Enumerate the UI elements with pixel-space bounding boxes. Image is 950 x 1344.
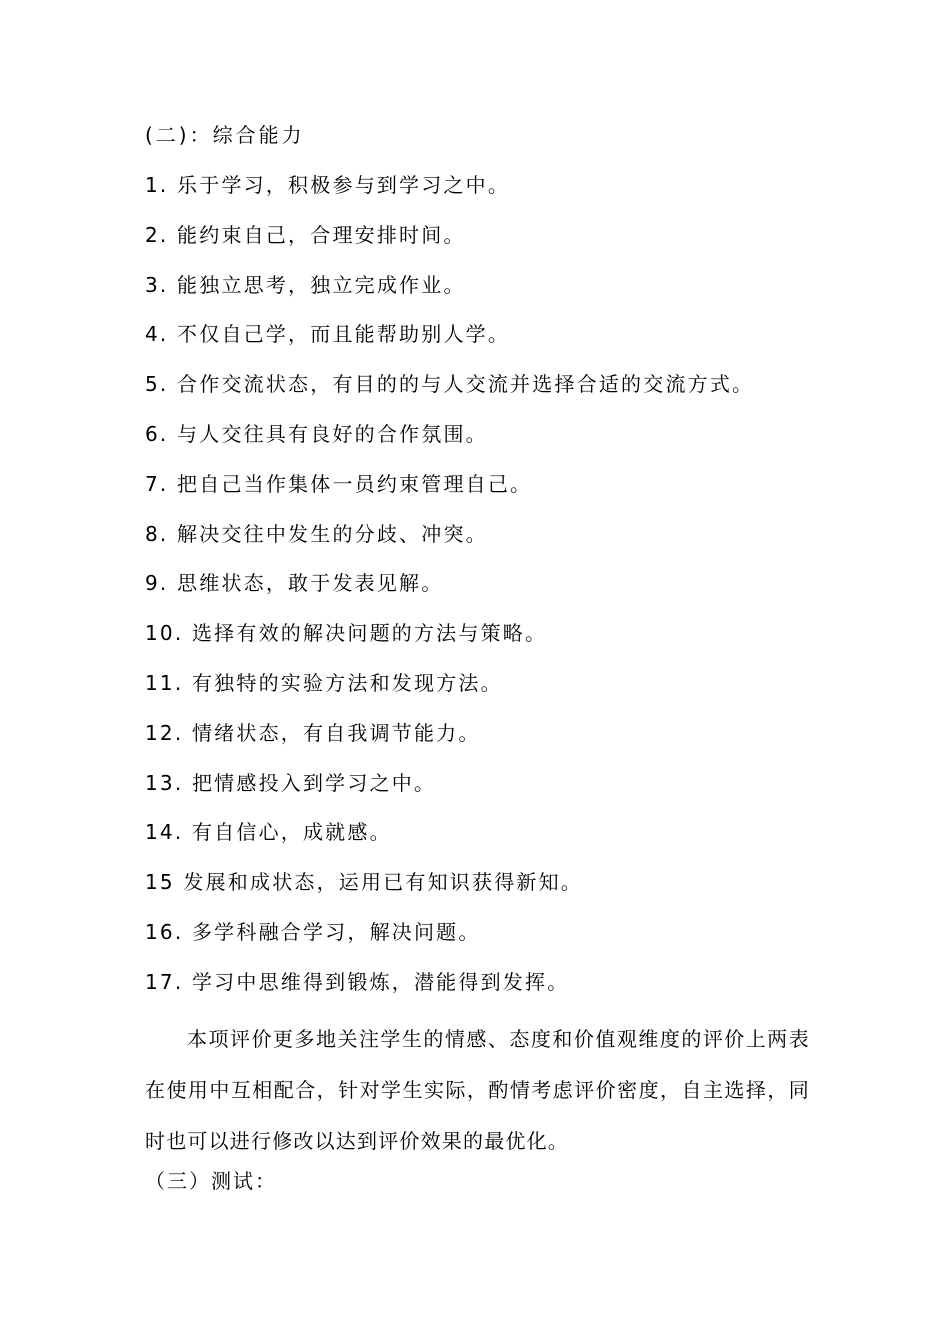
section-heading-test: （三）测试： <box>145 1169 277 1193</box>
list-item: 11. 有独特的实验方法和发现方法。 <box>145 670 503 695</box>
list-item: 4. 不仅自己学，而且能帮助别人学。 <box>145 322 511 347</box>
evaluation-paragraph: 本项评价更多地关注学生的情感、态度和价值观维度的评价上两表在使用中互相配合，针对学生实际，酌情考虑评价密度，自主选择，同时也可以进行修改以达到评价效果的最优化。 <box>145 1027 810 1153</box>
list-item: 1. 乐于学习，积极参与到学习之中。 <box>145 173 511 197</box>
list-item: 9. 思维状态，敢于发表见解。 <box>145 571 444 596</box>
list-item: 17. 学习中思维得到锻炼，潜能得到发挥。 <box>145 969 570 994</box>
list-item: 7. 把自己当作集体一员约束管理自己。 <box>145 471 533 496</box>
section-heading-comprehensive-ability: (二)：综合能力 <box>145 123 305 147</box>
list-item: 8. 解决交往中发生的分歧、冲突。 <box>145 521 488 546</box>
list-item: 16. 多学科融合学习，解决问题。 <box>145 919 481 944</box>
list-item: 3. 能独立思考，独立完成作业。 <box>145 272 466 297</box>
ability-list <box>145 170 754 1017</box>
list-item: 2. 能约束自己，合理安排时间。 <box>145 222 466 247</box>
list-item: 13. 把情感投入到学习之中。 <box>145 770 437 795</box>
list-item: 15 发展和成状态，运用已有知识获得新知。 <box>145 870 584 895</box>
list-item: 12. 情绪状态，有自我调节能力。 <box>145 720 481 745</box>
list-item: 10. 选择有效的解决问题的方法与策略。 <box>145 621 548 646</box>
list-item: 5. 合作交流状态，有目的的与人交流并选择合适的交流方式。 <box>145 372 755 397</box>
list-item: 6. 与人交往具有良好的合作氛围。 <box>145 421 488 446</box>
list-item: 14. 有自信心，成就感。 <box>145 820 392 845</box>
